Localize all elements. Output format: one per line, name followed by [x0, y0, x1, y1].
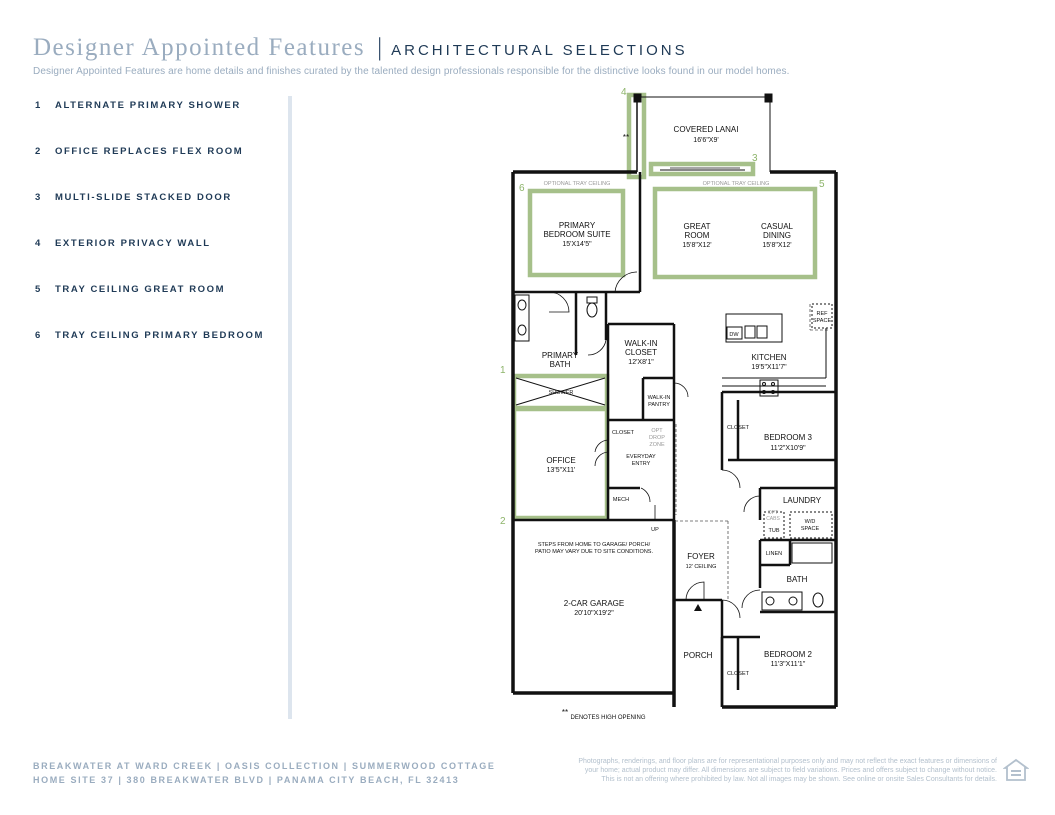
equal-housing-opportunity-icon	[1003, 758, 1029, 784]
feature-number: 2	[35, 146, 42, 157]
walkin-closet-line1: WALK-IN	[624, 339, 658, 348]
high-opening-note: DENOTES HIGH OPENING	[570, 715, 646, 721]
garage-name: 2-CAR GARAGE	[563, 599, 625, 608]
great-room-line1: GREAT	[683, 222, 711, 231]
dining-dim: 15'8"X12'	[762, 242, 792, 249]
everyday-entry-line2: ENTRY	[631, 461, 651, 467]
ref-space-line2: SPACE	[812, 318, 832, 324]
floor-plan	[500, 85, 845, 730]
primary-bed-dim: 15'X14'5"	[562, 241, 592, 248]
footer-line-site: HOME SITE 37 | 380 BREAKWATER BLVD | PANAMA CITY BEACH, FL 32413	[33, 775, 460, 785]
disclaimer-line: This is not an offering where prohibited by law. Not all images may be shown. See online or onsite Sales Consultants for details.	[601, 776, 997, 783]
feature-number: 4	[35, 238, 42, 249]
feature-list	[35, 100, 285, 376]
primary-bed-line1: PRIMARY	[558, 221, 596, 230]
marker-2: 2	[500, 516, 506, 527]
page-description: Designer Appointed Features are home details and finishes curated by the talented design professionals responsible for the distinctive looks found in our model homes.	[33, 66, 790, 77]
feature-label: TRAY CEILING GREAT ROOM	[55, 284, 226, 295]
feature-label: ALTERNATE PRIMARY SHOWER	[55, 100, 241, 111]
opt-drop-line3: ZONE	[649, 442, 665, 448]
page-subtitle: ARCHITECTURAL SELECTIONS	[391, 42, 688, 59]
garage-dim: 20'10"X19'2"	[574, 610, 614, 617]
vertical-divider	[288, 96, 292, 719]
stacked-door-highlight	[651, 164, 753, 174]
bed3-name: BEDROOM 3	[763, 433, 813, 442]
high-opening-note-mark: **	[561, 708, 569, 717]
primary-bed-line2: BEDROOM SUITE	[543, 230, 611, 239]
bed2-dim: 11'3"X11'1"	[770, 661, 806, 668]
wd-space-line2: SPACE	[800, 526, 820, 532]
optional-tray-right: OPTIONAL TRAY CEILING	[702, 181, 770, 187]
great-room-tray-highlight	[655, 189, 815, 277]
feature-label: EXTERIOR PRIVACY WALL	[55, 238, 211, 249]
great-room-dim: 15'8"X12'	[682, 242, 712, 249]
marker-6: 6	[519, 183, 525, 194]
feature-item	[35, 330, 285, 376]
up-label: UP	[651, 527, 659, 533]
great-room-line2: ROOM	[684, 231, 710, 240]
primary-bath-line2: BATH	[549, 360, 571, 369]
office-dim: 13'5"X11'	[546, 467, 576, 474]
steps-note-line1: STEPS FROM HOME TO GARAGE/ PORCH/	[537, 542, 651, 548]
feature-number: 3	[35, 192, 42, 203]
optional-tray-left: OPTIONAL TRAY CEILING	[543, 181, 611, 187]
shower-label: SHOWER	[548, 390, 574, 396]
disclaimer-line: Photographs, renderings, and floor plans are for representational purposes only and may not reflect the exact features or dimensions of	[578, 758, 997, 765]
walkin-closet-line2: CLOSET	[624, 348, 658, 357]
page-title: Designer Appointed Features	[33, 34, 366, 61]
high-opening-mark: **	[622, 133, 630, 142]
dining-line1: CASUAL	[760, 222, 794, 231]
feature-number: 1	[35, 100, 42, 111]
walkin-closet-dim: 12'X8'1"	[628, 359, 654, 366]
opt-cabs-line1: OPT	[767, 510, 779, 516]
linen-label: LINEN	[765, 551, 783, 557]
feature-number: 5	[35, 284, 42, 295]
footer-line-community: BREAKWATER AT WARD CREEK | OASIS COLLECTION | SUMMERWOOD COTTAGE	[33, 761, 496, 771]
ref-space-line1: REF	[816, 311, 828, 317]
marker-1: 1	[500, 365, 506, 376]
dishwasher-label: DW	[729, 332, 739, 338]
feature-label: OFFICE REPLACES FLEX ROOM	[55, 146, 244, 157]
pantry-line1: WALK-IN	[647, 395, 671, 401]
marker-3: 3	[752, 153, 758, 164]
bath-label: BATH	[786, 575, 808, 584]
opt-drop-line1: OPT	[651, 428, 663, 434]
feature-label: TRAY CEILING PRIMARY BEDROOM	[55, 330, 264, 341]
bed3-closet-label: CLOSET	[726, 425, 750, 431]
steps-note-line2: PATIO MAY VARY DUE TO SITE CONDITIONS.	[535, 549, 653, 555]
opt-drop-line2: DROP	[649, 435, 665, 441]
page-header	[33, 34, 1033, 77]
lanai-dim: 16'6"X9'	[693, 137, 719, 144]
lanai-name: COVERED LANAI	[673, 125, 739, 134]
office-name: OFFICE	[546, 456, 576, 465]
opt-cabs-line2: CABS	[766, 516, 780, 522]
bed2-name: BEDROOM 2	[763, 650, 813, 659]
small-closet-label: CLOSET	[611, 430, 635, 436]
tub-label: TUB	[768, 528, 780, 534]
foyer-note: 12' CEILING	[685, 564, 717, 570]
entry-arrow-icon	[694, 604, 702, 611]
title-row	[33, 34, 1033, 62]
marker-5: 5	[819, 179, 825, 190]
footer-address	[33, 759, 495, 787]
foyer-name: FOYER	[687, 552, 715, 561]
kitchen-dim: 19'5"X11'7"	[751, 364, 787, 371]
feature-label: MULTI-SLIDE STACKED DOOR	[55, 192, 232, 203]
feature-item	[35, 100, 285, 146]
title-separator: |	[377, 34, 383, 61]
dining-line2: DINING	[763, 231, 791, 240]
footer-disclaimer	[527, 757, 997, 784]
room-labels	[535, 125, 831, 721]
bed3-dim: 11'2"X10'9"	[770, 445, 806, 452]
bed2-closet-label: CLOSET	[726, 671, 750, 677]
wd-space-line1: W/D	[804, 519, 816, 525]
mech-label: MECH	[612, 497, 630, 503]
disclaimer-line: your home; actual product may differ. All dimensions are subject to field variations. Prices and offers subject to change without notice.	[584, 767, 997, 774]
laundry-label: LAUNDRY	[782, 496, 822, 505]
porch-label: PORCH	[683, 651, 713, 660]
feature-number: 6	[35, 330, 42, 341]
feature-item	[35, 146, 285, 192]
feature-item	[35, 192, 285, 238]
everyday-entry-line1: EVERYDAY	[626, 454, 656, 460]
feature-item	[35, 238, 285, 284]
primary-bath-line1: PRIMARY	[541, 351, 579, 360]
pantry-line2: PANTRY	[648, 402, 670, 408]
marker-4: 4	[621, 87, 627, 98]
kitchen-name: KITCHEN	[751, 353, 787, 362]
feature-item	[35, 284, 285, 330]
